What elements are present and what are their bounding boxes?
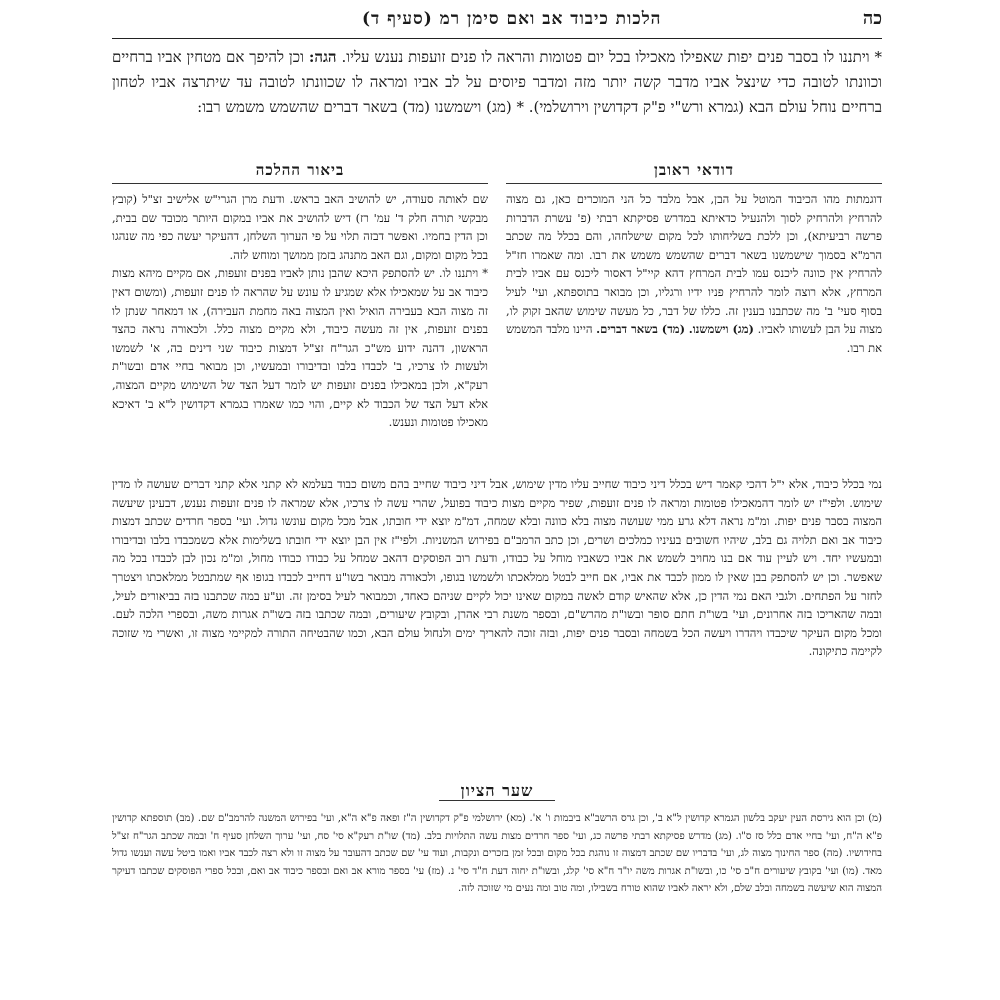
left-column-body [112, 190, 488, 432]
gloss-label: הגה: [308, 48, 337, 66]
left-commentary-column [112, 161, 488, 475]
left-column-text: שם לאותה סעודה, יש להושיב האב בראש. ודעת מרן הגרי"ש אלישיב זצ"ל (קובץ מבקשי תורה חלק ד' עמ' רז) דיש להושיב את אביו במקום היותר מכובד שם בבית, וכן הדין בחמיו. ואפשר דבזה תלוי על פי הערוך השלחן, דהעיקר יעשה כפי מה שנהגו בכל מקום ומקום, וגם האב מתנהג בזמן ממושך ומוחש לזה. [112, 192, 488, 262]
right-column-heading: דודאי ראובן [506, 161, 882, 184]
right-column-text: היינו מלבד המשמש את רבו. [506, 322, 882, 355]
running-head-title: הלכות כיבוד אב ואם סימן רמ (סעיף ד) [362, 9, 662, 29]
commentary-tag: (מג) וישמשנו. [688, 322, 754, 337]
commentary-columns [112, 161, 882, 475]
right-column-text: דוגמתות מהו הכיבוד המוטל על הבן, אבל מלבד כל הני המוכרים כאן, גם מצוה להרחיץ ולהרחיק לסוך ולהנעיל כדאיתא במדרש פסיקתא רבתי (פ' עשרת הדברות פרשה רביעיתא), וכן ללכת בשליחותו לכל מקום שישלחהו, והם בכלל מה שכתב הרמ"א בסמוך שישמשנו בשאר דברים שהשמש משמש את רבו. ומה שאמרו חז"ל להרחיץ אין כוונה ליכנס עמו לבית המרחץ דהא קיי"ל דאסור ליכנס עם אביו לבית המרחץ, אלא רוצה לומר להרחיץ פניו ידיו ורגליו, וכן מבואר בתוספתא, ועי' לעיל בסוף סעי' ב' מה שכתבנו בענין זה. כללו של דבר, כל מעשה שימוש שהאב זקוק לו, מצוה על הבן לעשותו לאביו. [506, 192, 882, 337]
gloss-text: וכן להיפך אם מטחין אביו ברחיים וכוונתו לטובה כדי שינצל אביו מדבר קשה יותר מזה ומדבר פיוסים על לב אביו ומראה לו שכוונתו לטובה עד שיתרצה אביו לטחון ברחיים נוחל עולם הבא (גמרא ורש"י פ"ק דקדושין וירושלמי). * (מג) וישמשנו (מד) בשאר דברים שהשמש משמש רבו: [112, 48, 882, 116]
right-commentary-column [506, 161, 882, 475]
shaar-hatziyun-title: שער הציון [439, 781, 556, 801]
shaar-hatziyun-heading [112, 781, 882, 804]
commentary-tag: (מד) בשאר דברים. [596, 322, 686, 337]
running-head [112, 8, 882, 39]
left-column-heading: ביאור ההלכה [112, 161, 488, 184]
main-text-paragraph: * ויתננו לו בסבר פנים יפות שאפילו מאכילו בכל יום פטומות והראה לו פנים זועפות נענש עליו. [341, 48, 882, 66]
page-number: כה [862, 8, 882, 29]
left-column-text: * ויתננו לו. יש להסתפק היכא שהבן נותן לאביו בפנים זועפות, אם מקיים מיהא מצות כיבוד אב על שמאכילו אלא שמגיע לו עונש על שהראה לו פנים זועפות, (ומשום דאין זה מצוה הבא בעבירה הואיל ואין המצוה באה מחמת העבירה), או דמאחר שנתן לו בפנים זועפות, אין זה מעשה כיבוד, ולא מקיים מצוה כלל. ולכאורה נראה כהצד הראשון, דהנה ידוע מש"כ הגר"ח זצ"ל דמצות כיבוד שני דינים בה, א' לשמשו ולעשות לו צרכיו, ב' לכבדו בלבו ובדיבורו ובמעשיו, וכן מבואר בחיי אדם ובשו"ת רעק"א, ולכן במאכילו בפנים זועפות יש לומר דעל הצד של השימוש מקיים המצוה, אלא דעל הצד של הכבוד לא קיים, והוי כמו שאמרו בגמרא דקדושין ל"א ב' דאיכא מאכילו פטומות ונענש. [112, 266, 488, 430]
shaar-hatziyun-text: (מ) וכן הוא גירסת העין יעקב בלשון הגמרא קדושין ל"א ב', וכן גרס הרשב"א ביבמות ו' א'. (מא) ירושלמי פ"ק דקדושין ה"ז ופאה פ"א ה"א, ועי' בפירוש המשנה להרמב"ם שם. (מב) תוספתא קדושין פ"א ה"ח, ועי' בחיי אדם כלל סז ס"ו. (מג) מדרש פסיקתא רבתי פרשה כג, ועי' ספר חרדים מצות עשה התלויות בלב. (מד) שו"ת רעק"א סי' סח, ועי' ערוך השלחן סעיף ח' ובמה שכתב הגר"ח זצ"ל בחידושיו. (מה) ספר החינוך מצוה לג, ועי' בדבריו שם שכתב דמצוה זו נוהגת בכל מקום ובכל זמן בזכרים ונקבות, ועוד עי' שם שכתב דהעובר על מצוה זו ולא רצה לכבד אביו ואמו ביטל עשה וענשו גדול מאד. (מו) ועי' בקובץ שיעורים ח"ב סי' כו, ובשו"ת אגרות משה יו"ד ח"א סי' קלג, ובשו"ת יחוה דעת ח"ד סי' נ. (מז) עי' בספר מורא אב ואם ובספר כיבוד אב ואם, ובכל ספרי הפוסקים שכתבו דעיקר המצוה הוא שיעשה בשמחה ובלב שלם, ולא יראה לאביו שהוא טורח בשבילו, ומה טוב ומה נעים מי שזוכה לזה. [112, 813, 882, 894]
right-column-body [506, 190, 882, 357]
shulchan-aruch-main-text [112, 45, 882, 145]
full-width-commentary: נמי בכלל כיבוד, אלא י"ל דהכי קאמר דיש בכלל דיני כיבוד שחייב עליו מדין שימוש, אבל דיני כיבוד שחייב בהם משום כבוד בעלמא לא קתני אלא קתני דברים שעושה לו מדין שימוש. ולפי"ז יש לומר דהמאכילו פטומות ומראה לו פנים זועפות, שפיר מקיים מצות כיבוד בפועל, שהרי עשה לו צרכיו, אלא שמראה לו פנים זועפות נענש, דבעינן שיעשה המצוה בסבר פנים יפות. ומ"מ נראה דלא גרע ממי שעושה מצוה בלא כוונה ובלא שמחה, דמ"מ יוצא ידי חובתו, אבל מכל מקום עונשו גדול. ועי' בספר חרדים שכתב דמצות כיבוד אב ואם תלויה גם בלב, שיהיו חשובים בעיניו כמלכים ושרים, וכן כתב הרמב"ם בפירוש המשניות. ולפי"ז אין הבן יוצא ידי חובתו בשלימות אלא כשמכבדו בלבו ובדיבורו ובמעשיו יחד. ויש לעיין עוד אם בנו מחויב לשמש את אביו כשאביו מוחל על כבודו, ודעת רוב הפוסקים דהאב שמחל על כבודו כבודו מחול, ומ"מ נכון לבן לכבדו בכל מה שאפשר. וכן יש להסתפק בבן שאין לו ממון לכבד את אביו, אם חייב לבטל ממלאכתו ולשמשו בגופו, ולכאורה מבואר בשו"ע דחייב לכבדו בגופו אף שמתבטל ממלאכתו ויצטרך לחזר על הפתחים. ולגבי האם נמי הדין כן, אלא שהאיש קודם לאשה במקום שאינו יכול לקיים שניהם כאחד, וכמבואר לעיל בסימן זה. וע"ע במה שכתבנו בזה בביאורים לעיל, ובמה שהאריכו בזה אחרונים, ועי' בשו"ת חתם סופר ובשו"ת מהרש"ם, ובספר משנת רבי אהרן, ובקובץ שיעורים, ובמה שכתבו בזה בשו"ת אגרות משה, ובספרי הלכה לעם. ומכל מקום העיקר שיכבדו ויהדרו ויעשה הכל בשמחה ובסבר פנים יפות, ובזה זוכה להאריך ימים ולנחול עולם הבא, וכמו שהבטיחה התורה למקיימי מצוה זו, ואשרי מי שזוכה לקיימה כתיקונה. [112, 477, 882, 659]
